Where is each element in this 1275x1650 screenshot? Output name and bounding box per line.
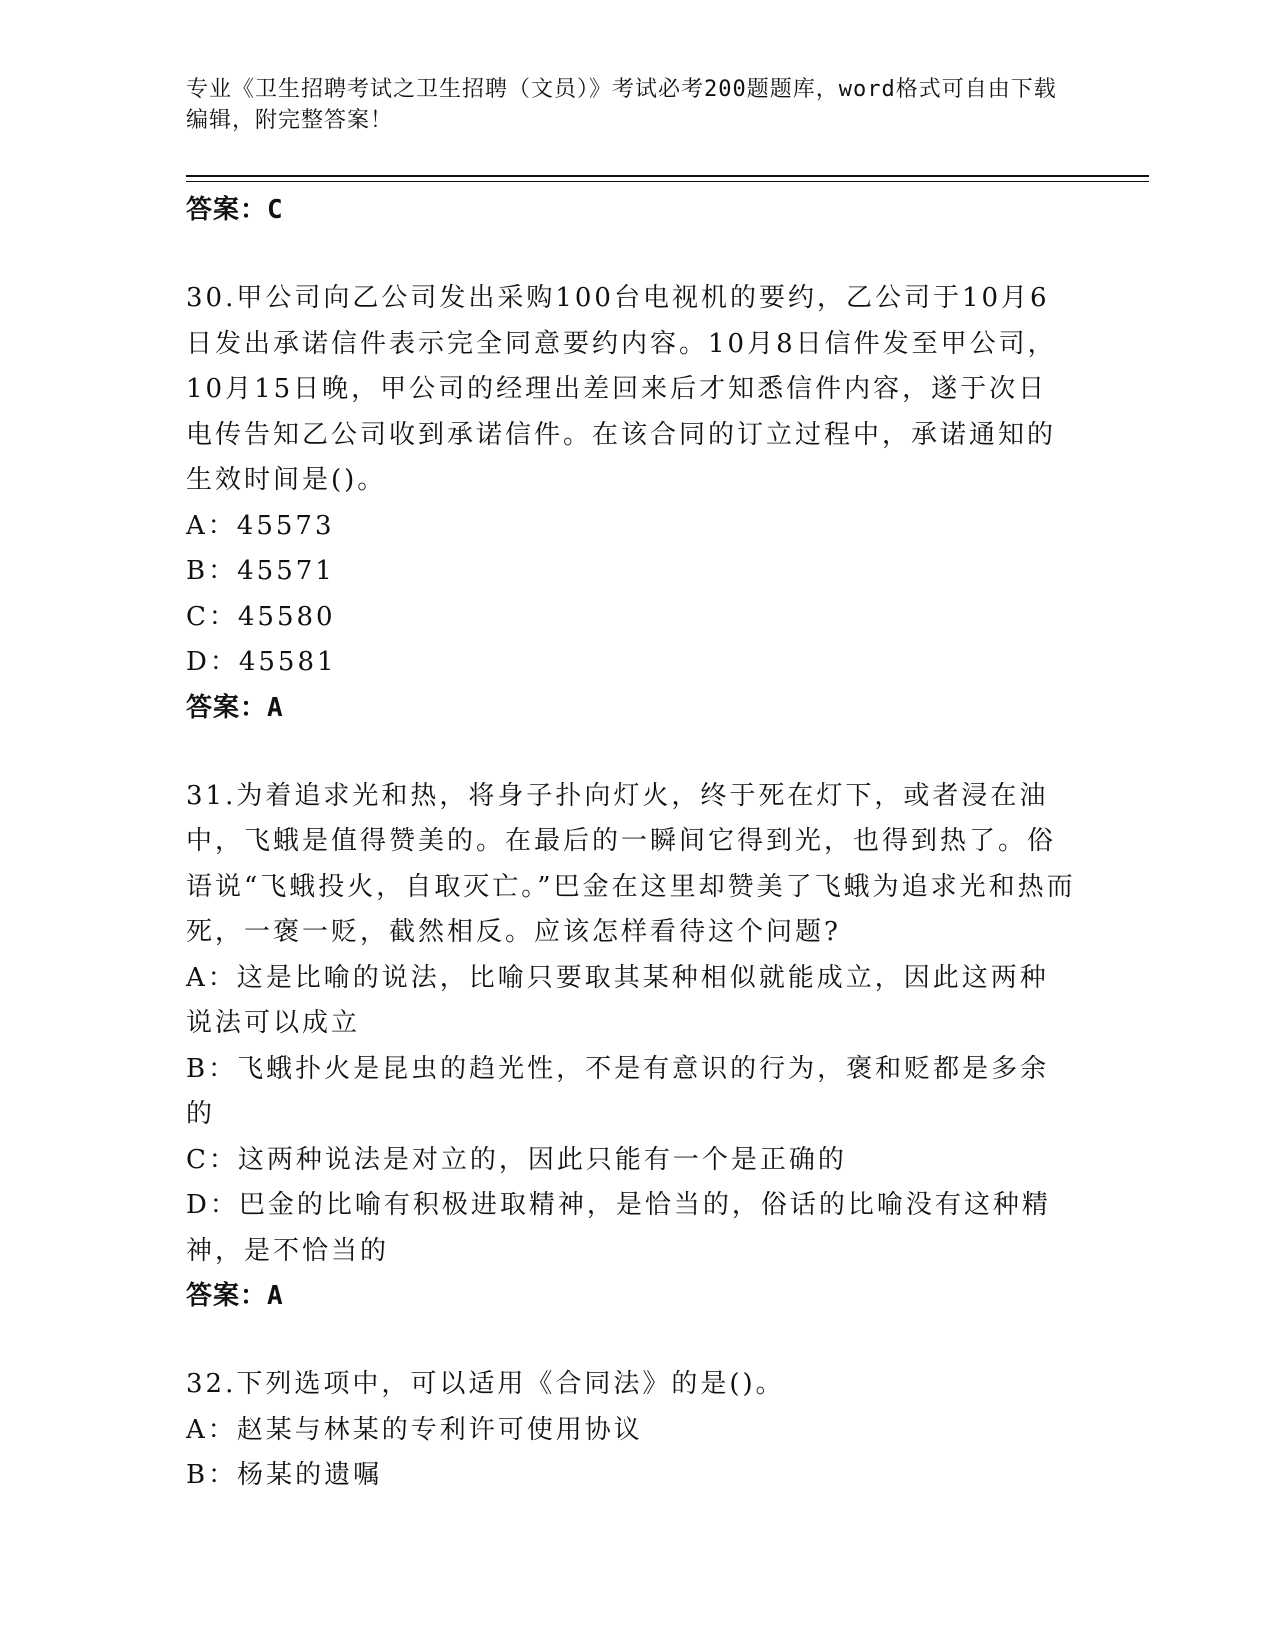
answer-31: 答案：A bbox=[186, 1281, 284, 1311]
question-text-32: 32.下列选项中，可以适用《合同法》的是()。 bbox=[186, 1369, 785, 1399]
spacer bbox=[186, 730, 1076, 774]
option-b-30: B：45571 bbox=[186, 556, 335, 586]
page-header: 专业《卫生招聘考试之卫生招聘（文员）》考试必考200题题库，word格式可自由下载编辑，附完整答案！ bbox=[186, 77, 1057, 133]
option-b-31: B：飞蛾扑火是昆虫的趋光性，不是有意识的行为，褒和贬都是多余的 bbox=[186, 1053, 1050, 1129]
option-a-32: A：赵某与林某的专利许可使用协议 bbox=[186, 1414, 643, 1445]
option-d-31: D：巴金的比喻有积极进取精神，是恰当的，俗话的比喻没有这种精神，是不恰当的 bbox=[186, 1190, 1051, 1266]
header-rule-thick bbox=[186, 175, 1149, 177]
answer-30: 答案：A bbox=[186, 692, 284, 723]
option-b-32: B：杨某的遗嘱 bbox=[186, 1460, 383, 1490]
spacer bbox=[186, 1318, 1076, 1362]
spacer bbox=[186, 232, 1076, 276]
option-d-30: D：45581 bbox=[186, 647, 337, 677]
option-a-31: A：这是比喻的说法，比喻只要取其某种相似就能成立，因此这两种说法可以成立 bbox=[186, 962, 1049, 1038]
answer-29: 答案：C bbox=[186, 195, 284, 225]
question-block-30 bbox=[186, 276, 1076, 730]
header-rule-thin bbox=[186, 181, 1149, 182]
question-text-30: 30.甲公司向乙公司发出采购100台电视机的要约，乙公司于10月6日发出承诺信件表示完全同意要约内容。10月8日信件发至甲公司，10月15日晚，甲公司的经理出差回来后才知悉信件内容，遂于次日电传告知乙公司收到承诺信件。在该合同的订立过程中，承诺通知的生效时间是()。 bbox=[186, 283, 1057, 495]
question-block-31 bbox=[186, 774, 1076, 1319]
question-block-32 bbox=[186, 1362, 1076, 1499]
question-list bbox=[186, 188, 1076, 1499]
option-c-31: C：这两种说法是对立的，因此只能有一个是正确的 bbox=[186, 1144, 847, 1175]
option-a-30: A：45573 bbox=[186, 510, 335, 541]
question-text-31: 31.为着追求光和热，将身子扑向灯火，终于死在灯下，或者浸在油中，飞蛾是值得赞美的。在最后的一瞬间它得到光，也得到热了。俗语说“飞蛾投火，自取灭亡。”巴金在这里却赞美了飞蛾为追求光和热而死，一褒一贬，截然相反。应该怎样看待这个问题? bbox=[186, 780, 1076, 947]
option-c-30: C：45580 bbox=[186, 601, 336, 632]
